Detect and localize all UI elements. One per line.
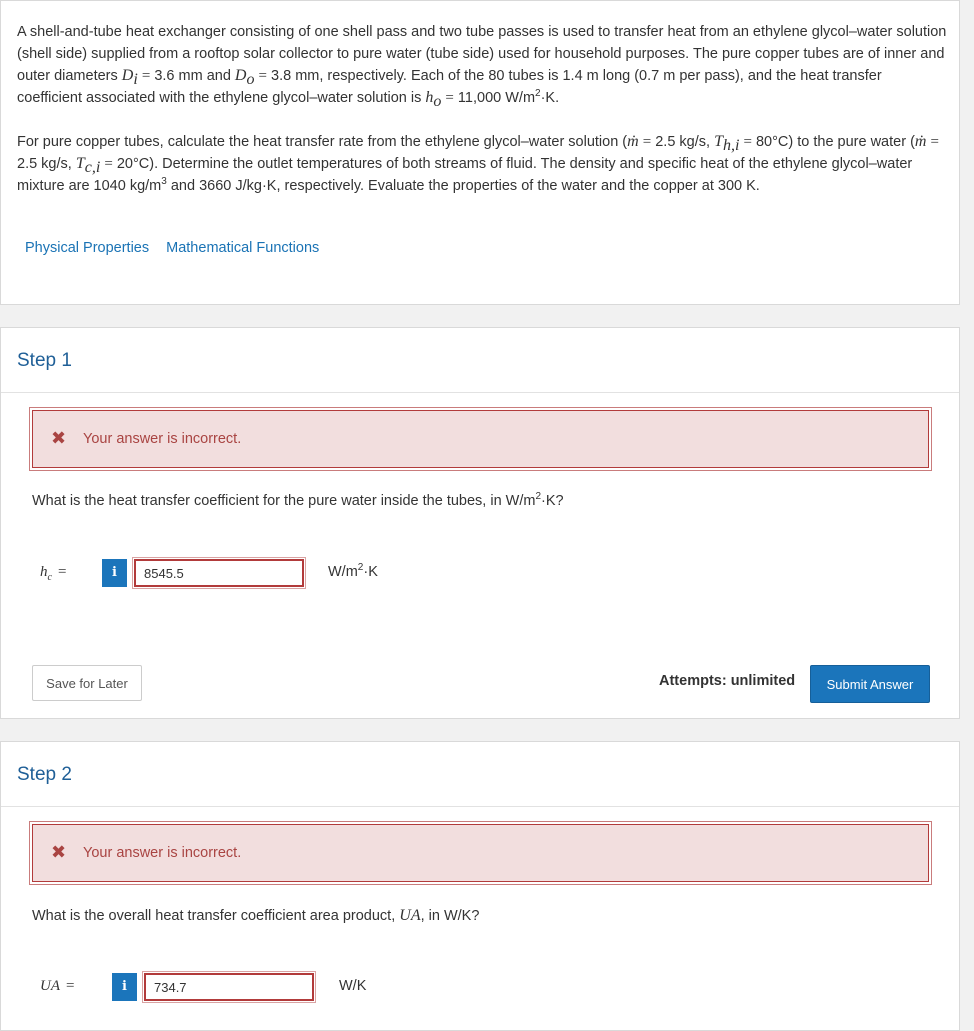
incorrect-alert <box>32 410 929 468</box>
step-1-card <box>0 327 960 719</box>
mathematical-functions-link[interactable]: Mathematical Functions <box>166 240 320 256</box>
resource-links <box>25 240 332 256</box>
ua-answer-input[interactable] <box>144 973 314 1001</box>
step-2-card <box>0 741 960 1031</box>
step-1-question: What is the heat transfer coefficient for the pure water inside the tubes, in $W/m^2\cdot K$? <box>32 491 564 509</box>
step-2-title: Step 2 <box>17 764 72 785</box>
hc-unit: $W/m^2\cdot K$ <box>328 562 378 580</box>
alert-message: Your answer is incorrect. <box>83 845 242 861</box>
problem-paragraph-2: For pure copper tubes, calculate the heat transfer rate from the ethylene glycol–water solution (ṁ = 2.5 kg/s, $T_{h,i} = 80^\circ C$) to the pure water (ṁ = 2.5 kg/s, $T_{c,i} = 20^\circ C$). Determine the outlet temperatures of both streams of fluid. The density and specific heat of the ethylene glycol–water mixture are 1040 $kg/m^3$ and 3660 J/kg·K, respectively. Evaluate the properties of the water and the copper at 300 K. <box>17 133 939 194</box>
info-icon[interactable]: i <box>102 559 127 587</box>
problem-card <box>0 0 960 305</box>
step-2-question: What is the overall heat transfer coefficient area product, UA, in W/K? <box>32 907 480 924</box>
hc-answer-input[interactable] <box>134 559 304 587</box>
info-icon[interactable]: i <box>112 973 137 1001</box>
submit-answer-button[interactable]: Submit Answer <box>810 665 930 703</box>
step-1-divider <box>1 392 959 393</box>
attempts-label: Attempts: unlimited <box>659 673 796 689</box>
error-x-icon: ✖ <box>51 842 67 862</box>
step-1-title: Step 1 <box>17 350 72 371</box>
step-2-divider <box>1 806 959 807</box>
error-x-icon: ✖ <box>51 428 67 448</box>
problem-paragraph-1: A shell-and-tube heat exchanger consisting of one shell pass and two tube passes is used to transfer heat from an ethylene glycol–water solution (shell side) supplied from a rooftop solar collector to pure water (tube side) used for household purposes. The pure copper tubes are of inner and outer diameters $D_i = 3.6$ mm and $D_o = 3.8$ mm, respectively. Each of the 80 tubes is 1.4 m long (0.7 m per pass), and the heat transfer coefficient associated with the ethylene glycol–water solution is $h_o = 11,000$ $W/m^2\cdot K$. <box>17 24 947 110</box>
physical-properties-link[interactable]: Physical Properties <box>25 240 150 256</box>
hc-variable-label: $h_c$ = <box>40 564 67 583</box>
ua-variable-label: UA = <box>40 978 75 994</box>
save-for-later-button[interactable]: Save for Later <box>32 665 142 701</box>
incorrect-alert <box>32 824 929 882</box>
ua-unit: W/K <box>339 978 367 994</box>
alert-message: Your answer is incorrect. <box>83 431 242 447</box>
